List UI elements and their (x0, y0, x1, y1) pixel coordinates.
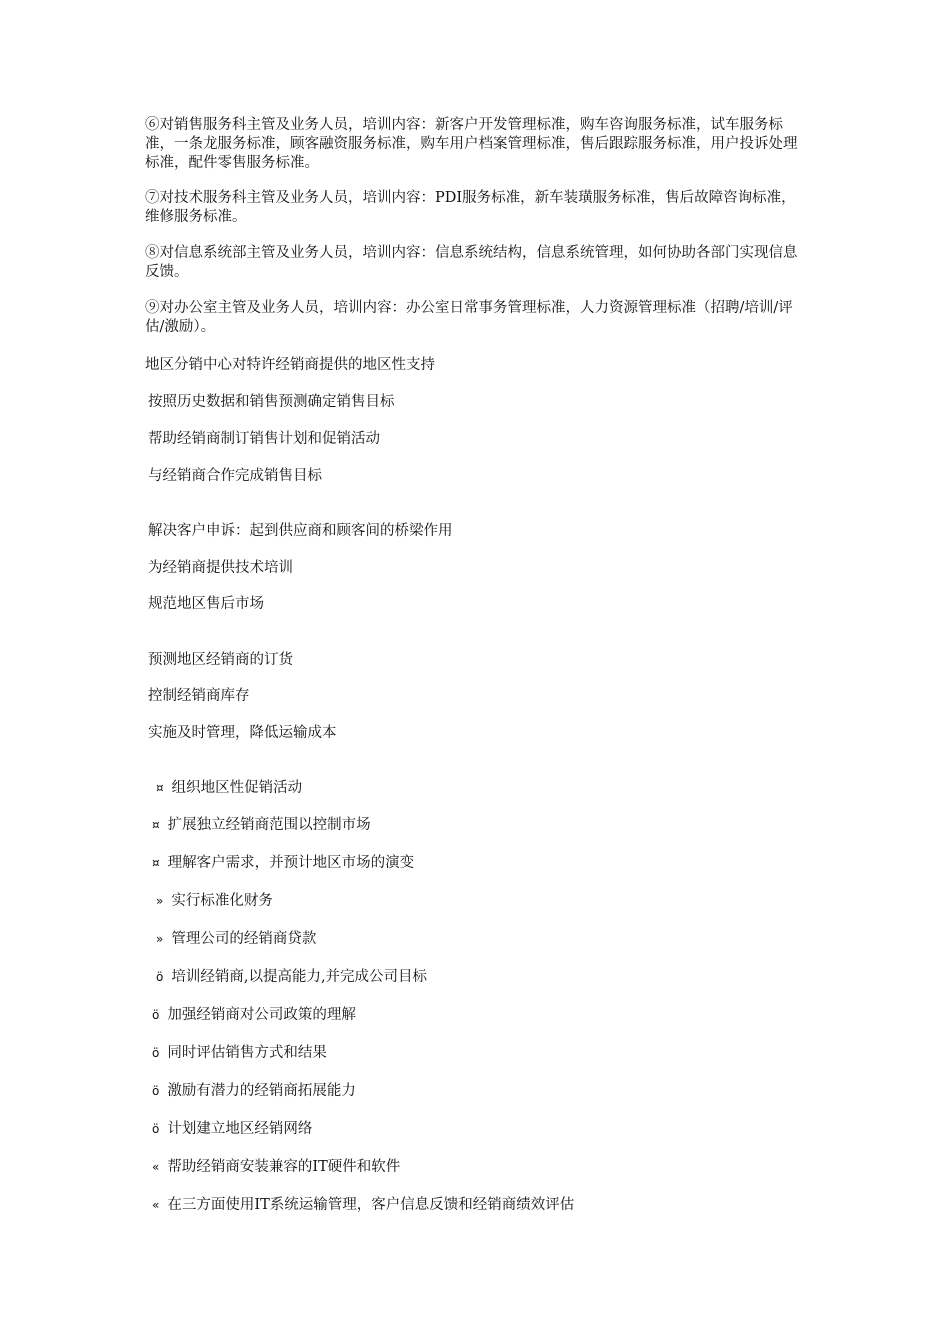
it-item-text: 帮助经销商安装兼容的IT硬件和软件 (167, 1159, 401, 1175)
logistics-item: 实施及时管理，降低运输成本 (148, 725, 337, 741)
dealer-item (152, 1082, 356, 1101)
umlaut-bullet-icon: ö (152, 1122, 160, 1136)
umlaut-bullet-icon: ö (152, 1008, 160, 1022)
training-paragraph-8: ⑧对信息系统部主管及业务人员，培训内容：信息系统结构，信息系统管理，如何协助各部门实现信息反馈。 (145, 245, 798, 280)
it-item-text: 在三方面使用IT系统运输管理，客户信息反馈和经销商绩效评估 (167, 1197, 575, 1213)
market-item (152, 854, 414, 873)
training-paragraph-9: ⑨对办公室主管及业务人员，培训内容：办公室日常事务管理标准，人力资源管理标准（招聘/培训/评估/激励）。 (145, 300, 793, 335)
sales-item: 与经销商合作完成销售目标 (148, 468, 322, 484)
dealer-item (152, 1044, 327, 1063)
support-heading: 地区分销中心对特许经销商提供的地区性支持 (145, 357, 435, 373)
guillemet-bullet-icon: « (152, 1198, 160, 1212)
finance-item-text: 管理公司的经销商贷款 (171, 931, 317, 947)
finance-item (156, 892, 273, 911)
umlaut-bullet-icon: ö (156, 970, 164, 984)
it-item (152, 1158, 400, 1177)
dealer-item (152, 1006, 356, 1025)
market-item-text: 理解客户需求，并预计地区市场的演变 (167, 855, 415, 871)
currency-bullet-icon: ¤ (152, 856, 160, 870)
logistics-item: 预测地区经销商的订货 (148, 652, 293, 668)
market-item (152, 816, 371, 835)
market-item-text: 组织地区性促销活动 (171, 780, 303, 796)
sales-item: 按照历史数据和销售预测确定销售目标 (148, 394, 395, 410)
finance-item (156, 930, 316, 949)
chevron-bullet-icon: » (156, 932, 164, 946)
training-paragraph-7: ⑦对技术服务科主管及业务人员，培训内容：PDI服务标准，新车装璜服务标准，售后故障咨询标准，维修服务标准。 (145, 190, 796, 225)
dealer-item-text: 培训经销商,以提高能力,并完成公司目标 (171, 969, 428, 985)
umlaut-bullet-icon: ö (152, 1046, 160, 1060)
sales-item: 帮助经销商制订销售计划和促销活动 (148, 431, 380, 447)
dealer-item-text: 加强经销商对公司政策的理解 (167, 1007, 356, 1023)
it-item (152, 1196, 574, 1215)
logistics-item: 控制经销商库存 (148, 688, 250, 704)
market-item (156, 779, 302, 798)
chevron-bullet-icon: » (156, 894, 164, 908)
market-item-text: 扩展独立经销商范围以控制市场 (167, 817, 371, 833)
service-item: 解决客户申诉：起到供应商和顾客间的桥梁作用 (148, 523, 453, 539)
training-paragraph-6: ⑥对销售服务科主管及业务人员，培训内容：新客户开发管理标准，购车咨询服务标准，试车服务标准，一条龙服务标准，顾客融资服务标准，购车用户档案管理标准，售后跟踪服务标准，用户投诉处理标准，配件零售服务标准。 (145, 117, 798, 171)
dealer-item-text: 计划建立地区经销网络 (167, 1121, 313, 1137)
dealer-item-text: 同时评估销售方式和结果 (167, 1045, 327, 1061)
umlaut-bullet-icon: ö (152, 1084, 160, 1098)
dealer-item-text: 激励有潜力的经销商拓展能力 (167, 1083, 356, 1099)
dealer-item (152, 1120, 312, 1139)
dealer-item (156, 968, 427, 987)
currency-bullet-icon: ¤ (152, 818, 160, 832)
currency-bullet-icon: ¤ (156, 781, 164, 795)
service-item: 规范地区售后市场 (148, 596, 264, 612)
service-item: 为经销商提供技术培训 (148, 560, 293, 576)
finance-item-text: 实行标准化财务 (171, 893, 273, 909)
guillemet-bullet-icon: « (152, 1160, 160, 1174)
